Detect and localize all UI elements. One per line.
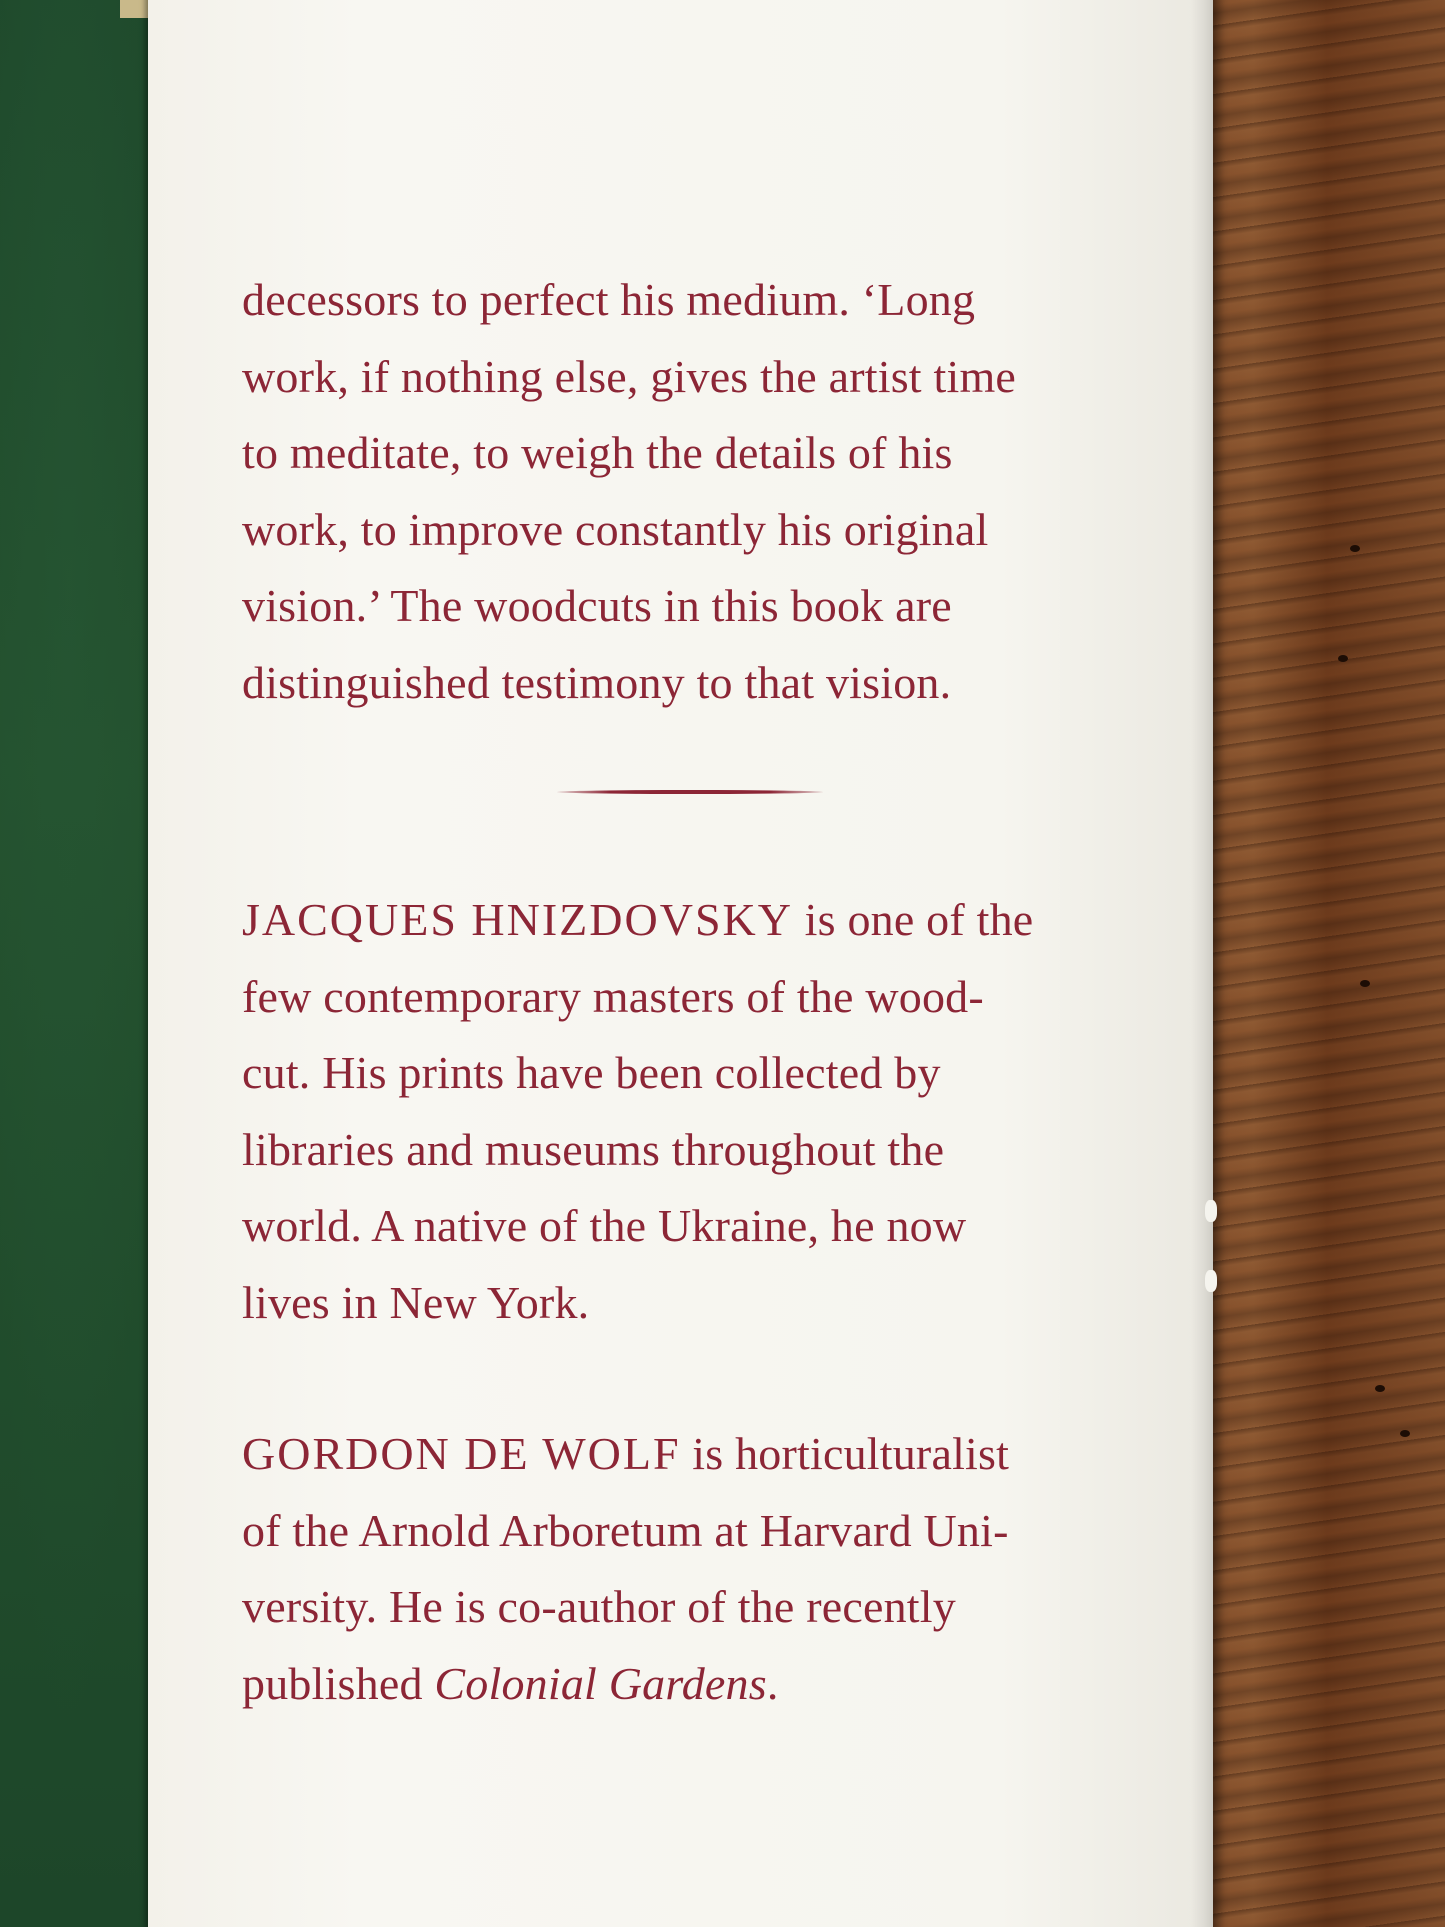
text-line: of the Arnold Arboretum at Harvard Uni- [242,1504,1009,1556]
text-line: lives in New York. [242,1276,590,1328]
text-fragment: is one of the [792,894,1034,945]
paper-tear [1205,1200,1217,1222]
text-line: decessors to perfect his medium. ‘Long [242,274,976,325]
text-line: to meditate, to weigh the details of his [242,427,953,478]
paragraph-illustrator-bio [242,882,1132,1341]
wood-knot [1360,980,1370,987]
wood-knot [1338,655,1348,662]
text-line: few contemporary masters of the wood- [242,970,984,1022]
text-line: cut. His prints have been collected by [242,1047,941,1098]
paragraph-medium [242,262,1132,721]
text-line: distinguished testimony to that vision. [242,656,952,708]
divider-rule [557,790,823,794]
wood-knot [1350,545,1360,552]
wood-knot [1400,1430,1410,1437]
illustrator-name: JACQUES HNIZDOVSKY [242,894,793,945]
text-fragment: is horticulturalist [680,1428,1010,1479]
text-line: work, to improve constantly his original [242,503,989,555]
book-title: Colonial Gardens [434,1657,767,1709]
paragraph-author-bio [242,1416,1132,1722]
text-line: libraries and museums throughout the [242,1123,945,1175]
text-line: versity. He is co-author of the recently [242,1581,956,1632]
text-line: world. A native of the Ukraine, he now [242,1200,967,1251]
paper-tear [1205,1270,1217,1292]
wood-knot [1375,1385,1385,1392]
green-book-cover [0,0,170,1927]
text-fragment: . [766,1657,779,1709]
text-line: vision.’ The woodcuts in this book are [242,580,952,631]
text-line [242,882,1132,959]
text-fragment: published [242,1657,435,1709]
text-line [242,1416,1132,1493]
paper-fold-shadow [1191,0,1213,1927]
text-line [242,1646,1132,1723]
text-line: work, if nothing else, gives the artist time [242,350,1017,402]
author-name: GORDON DE WOLF [242,1428,681,1479]
